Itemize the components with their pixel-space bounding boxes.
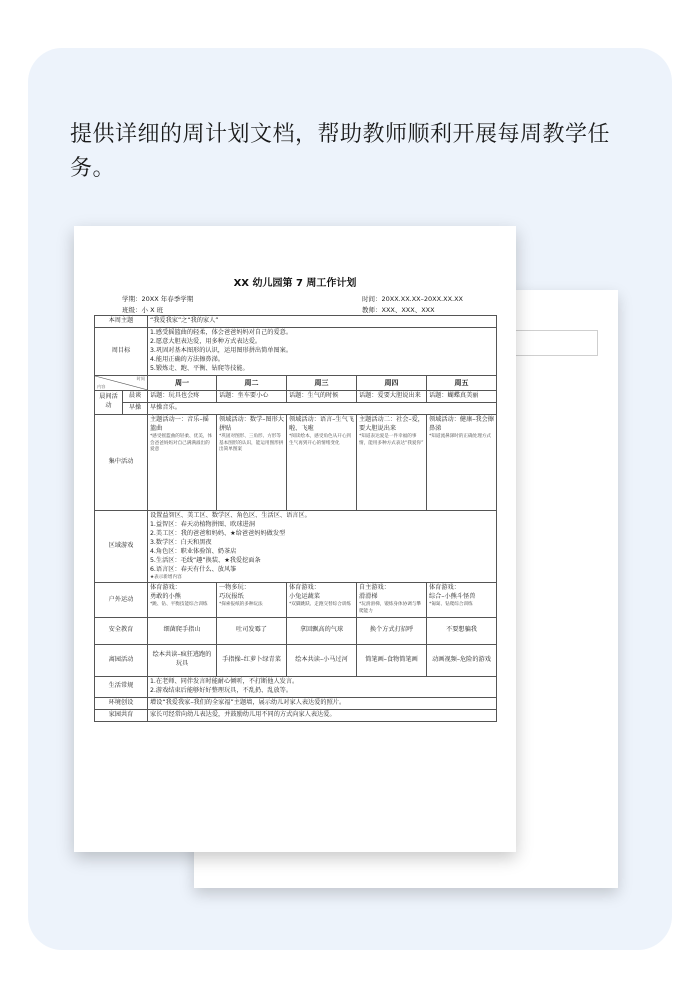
morning-talk-row	[95, 390, 497, 402]
routine-item: 1.在老师、同伴发言时能耐心倾听，不打断他人发言。	[150, 677, 299, 685]
routine-item: 2.游戏结束后能够好好整理玩具，不乱扔、乱放等。	[150, 686, 293, 694]
safety-cell: 拿回飘高的气球	[287, 617, 357, 644]
home-school-label: 家园共育	[95, 709, 148, 721]
leaving-activity-row	[95, 644, 497, 676]
morning-activity-label: 晨间活动	[95, 390, 123, 414]
document-title: XX 幼儿园第 7 周工作计划	[233, 278, 357, 289]
area-item: 1.益智区：春天动植物拼图、欧球进洞	[150, 520, 255, 528]
outdoor-name: 小兔运蔬菜	[289, 593, 320, 601]
group-activity-cell	[427, 414, 497, 510]
environment-row	[95, 697, 497, 709]
outdoor-type: 自主游戏：	[359, 584, 390, 592]
goal-item: 5.锻炼走、跑、平衡、钻爬等技能。	[150, 364, 249, 372]
area-games-list	[148, 510, 497, 583]
content-axis-label: 内容	[97, 383, 106, 389]
leaving-activity-cell: 绘本共读–疯狂逃跑的玩具	[148, 644, 217, 676]
area-item: 6.语言区：春天有什么、放风筝	[150, 565, 237, 573]
outdoor-cell	[427, 583, 497, 617]
day-header-tue: 周二	[217, 375, 287, 390]
class-text: 班级：小 X 班	[122, 306, 164, 314]
morning-talk-label: 晨谈	[123, 390, 148, 402]
outdoor-note: *跳、钻、平衡技能综合训练	[150, 602, 208, 608]
outdoor-note: *探索报纸的多种玩法	[219, 602, 263, 608]
morning-exercise-label: 早操	[123, 402, 148, 414]
outdoor-cell	[148, 583, 217, 617]
outdoor-type: 体育游戏：	[289, 584, 320, 592]
area-item: 3.数学区：白天和黑夜	[150, 538, 212, 546]
group-activity-note: *感受摇篮曲的轻柔、优美，体会爸爸妈妈对自己满满溢出的爱意	[150, 433, 213, 453]
group-activity-title: 主题活动二：社会–爱，要大胆说出来	[359, 415, 424, 432]
home-school-row	[95, 709, 497, 721]
environment-label: 环境创设	[95, 697, 148, 709]
routine-label: 生活常规	[95, 676, 148, 697]
page-headline: 提供详细的周计划文档，帮助教师顺利开展每周教学任务。	[70, 122, 611, 181]
leaving-activity-cell: 动画视频–危险的游戏	[427, 644, 497, 676]
area-games-row	[95, 510, 497, 583]
outdoor-note: *匍匐、钻爬综合训练	[429, 602, 473, 608]
weekday-header-row	[95, 375, 497, 390]
outdoor-cell	[217, 583, 287, 617]
date-range-text: 时间：20XX.XX.XX–20XX.XX.XX	[362, 295, 463, 303]
routine-row	[95, 676, 497, 697]
diagonal-header-cell	[95, 375, 148, 390]
safety-cell: 吐司发霉了	[217, 617, 287, 644]
outdoor-name: 滑滑梯	[359, 593, 378, 601]
morning-exercise-row	[95, 402, 497, 414]
time-axis-label: 时间	[136, 375, 145, 381]
group-activity-title: 领域活动：语言–生气飞啦、飞啦	[289, 415, 354, 432]
goal-item: 3.巩固对基本图形的认识，运用图形拼出简单图案。	[150, 346, 293, 354]
outdoor-cell	[357, 583, 427, 617]
outdoor-cell	[287, 583, 357, 617]
goals-list	[148, 327, 497, 375]
talk-cell: 话题：坐车要小心	[217, 390, 287, 402]
teacher-text: 教师：XXX、XXX、XXX	[362, 306, 435, 314]
safety-cell: 换个方式打招呼	[357, 617, 427, 644]
group-activity-cell	[357, 414, 427, 510]
group-activity-title: 领域活动：数学–图形大拼贴	[219, 415, 284, 432]
group-activity-title: 领域活动：健康–我会擦鼻涕	[429, 415, 494, 432]
leaving-activity-cell: 绘本共读–小马过河	[287, 644, 357, 676]
goals-label: 周目标	[95, 327, 148, 375]
goal-item: 2.愿意大胆表达爱，用多种方式表达爱。	[150, 337, 262, 345]
group-activity-note: *巩固对图形、三角形、方形等基本图形的认识，能运用图形拼出简单图案	[219, 433, 284, 453]
goals-row	[95, 327, 497, 375]
outdoor-name: 勇敢的小熊	[150, 593, 181, 601]
outdoor-note: *玩滑滑梯，锻炼身体协调与攀爬能力	[359, 602, 422, 615]
group-activity-label: 集中活动	[95, 414, 148, 510]
safety-cell: 不要想骗我	[427, 617, 497, 644]
area-item: 设置益智区、美工区、数学区、角色区、生活区、语言区。	[150, 511, 311, 519]
day-header-mon: 周一	[148, 375, 217, 390]
goal-item: 1.感受摇篮曲的轻柔，体会爸爸妈妈对自己的爱意。	[150, 328, 293, 336]
safety-cell: 细菌爬手指山	[148, 617, 217, 644]
outdoor-note: *双脚跳跃、走跑交替综合训练	[289, 602, 352, 608]
semester-text: 学期：20XX 年春季学期	[122, 295, 194, 303]
theme-row	[95, 316, 497, 328]
area-footnote: ★表示新增内容	[150, 574, 182, 580]
safety-row	[95, 617, 497, 644]
home-school-value: 家长可经常向幼儿表达爱，并鼓励幼儿用不同的方式向家人表达爱。	[148, 709, 497, 721]
leaving-activity-cell: 手指操–红萝卜绿青菜	[217, 644, 287, 676]
area-item: 4.角色区：职业体验馆、奶茶店	[150, 547, 237, 555]
weekly-plan-table	[94, 315, 497, 722]
group-activity-note: *知道表达爱是一件幸福的事情，能用多种方式表达“我爱你”	[359, 433, 424, 446]
day-header-wed: 周三	[287, 375, 357, 390]
outdoor-type: 一物多玩：	[219, 584, 250, 592]
group-activity-cell	[217, 414, 287, 510]
theme-label: 本周主题	[95, 316, 148, 328]
morning-exercise-value: 早操音乐。	[148, 402, 497, 414]
talk-cell: 话题：爱要大胆说出来	[357, 390, 427, 402]
group-activity-note: *阅读绘本，感受角色从开心到生气再到开心的情绪变化	[289, 433, 352, 446]
talk-cell: 话题：玩具也会疼	[148, 390, 217, 402]
talk-cell: 话题：蝴蝶真美丽	[427, 390, 497, 402]
day-header-fri: 周五	[427, 375, 497, 390]
group-activity-cell	[148, 414, 217, 510]
leaving-activity-label: 离园活动	[95, 644, 148, 676]
outdoor-label: 户外运动	[95, 583, 148, 617]
outdoor-type: 体育游戏：	[429, 584, 460, 592]
outdoor-type: 体育游戏：	[150, 584, 181, 592]
weekly-plan-document	[74, 226, 516, 852]
leaving-activity-cell: 简笔画–食物简笔画	[357, 644, 427, 676]
theme-value: “我爱我家”之“我的家人”	[148, 316, 497, 328]
group-activity-row	[95, 414, 497, 510]
day-header-thu: 周四	[357, 375, 427, 390]
talk-cell: 话题：生气的时候	[287, 390, 357, 402]
outdoor-row	[95, 583, 497, 617]
group-activity-title: 主题活动一：音乐–摇篮曲	[150, 415, 209, 432]
goal-item: 4.能用正确的方法擦鼻涕。	[150, 355, 224, 363]
group-activity-cell	[287, 414, 357, 510]
area-item: 2.美工区：我的爸爸和妈妈、★给爸爸妈妈做发型	[150, 529, 286, 537]
outdoor-name: 综合–小熊斗怪兽	[429, 593, 476, 601]
routine-list	[148, 676, 497, 697]
safety-label: 安全教育	[95, 617, 148, 644]
area-item: 5.生活区：毛线“趣”换装、★我爱挖面条	[150, 556, 261, 564]
area-games-label: 区域游戏	[95, 510, 148, 583]
outdoor-name: 巧玩报纸	[219, 593, 244, 601]
environment-value: 增设“我爱我家–我们的全家福”主题墙，展示幼儿对家人表达爱的照片。	[148, 697, 497, 709]
group-activity-note: *知道流鼻涕时的正确处理方式	[429, 433, 492, 439]
